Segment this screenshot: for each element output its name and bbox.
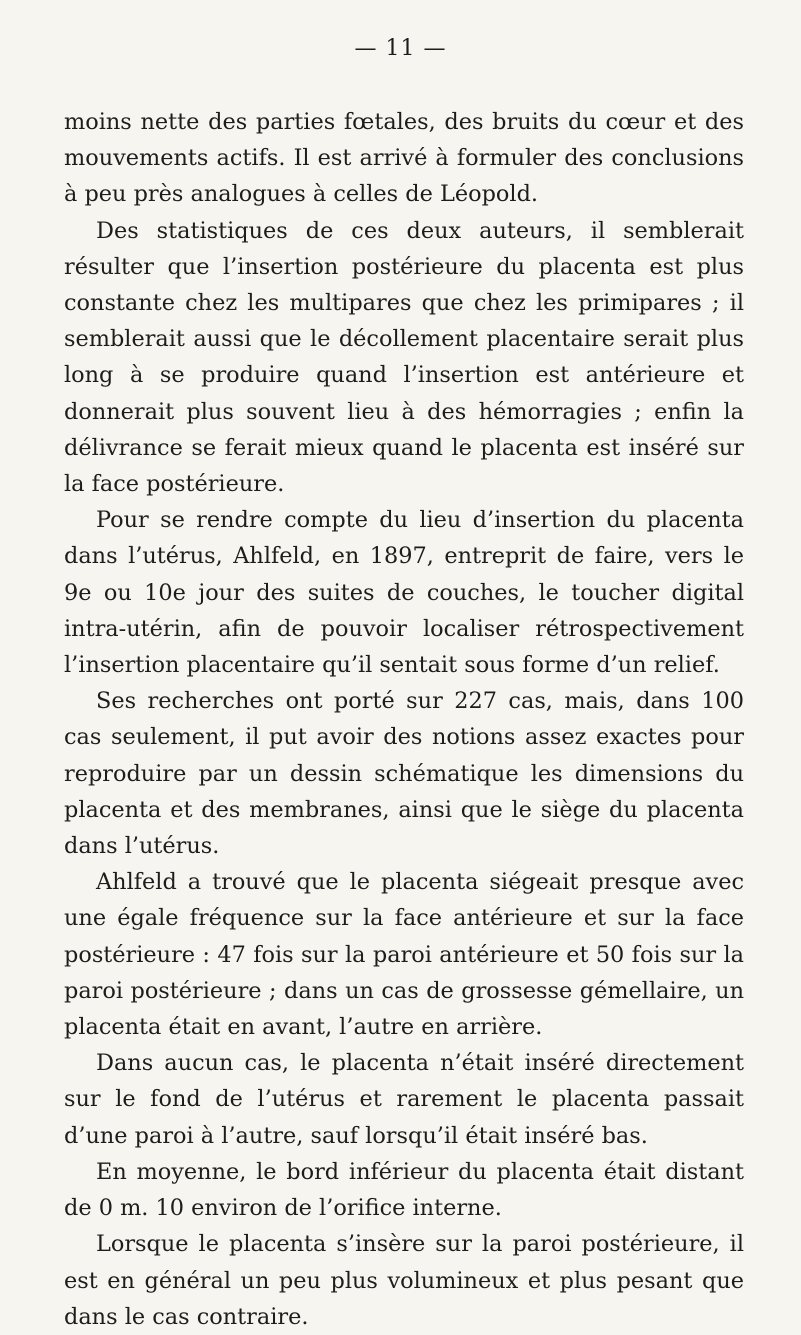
paragraph: Lorsque le placenta s’insère sur la paroi postérieure, il est en général un peu plus volumineux et plus pesant que dans le cas contraire.: [64, 1231, 744, 1330]
paragraph: Pour se rendre compte du lieu d’insertion du placenta dans l’utérus, Ahlfeld, en 1897, entreprit de faire, vers le 9e ou 10e jour des suites de couches, le toucher digital intra-utérin, afin de pouvoir localiser rétrospectivement l’insertion placentaire qu’il sentait sous forme d’un relief.: [64, 507, 744, 679]
paragraph: moins nette des parties fœtales, des bruits du cœur et des mouvements actifs. Il est arrivé à formuler des conclusions à peu près analogues à celles de Léopold.: [64, 109, 744, 208]
paragraph: Ses recherches ont porté sur 227 cas, mais, dans 100 cas seulement, il put avoir des notions assez exactes pour reproduire par un dessin schématique les dimensions du placenta et des membranes, ainsi que le siège du placenta dans l’utérus.: [64, 688, 744, 860]
body-text: [64, 104, 744, 1335]
paragraph: En moyenne, le bord inférieur du placenta était distant de 0 m. 10 environ de l’orifice interne.: [64, 1158, 744, 1222]
paragraph: Des statistiques de ces deux auteurs, il semblerait résulter que l’insertion postérieure du placenta est plus constante chez les multipares que chez les primipares ; il semblerait aussi que le décollement placentaire serait plus long à se produire quand l’insertion est antérieure et donnerait plus souvent lieu à des hémorragies ; enfin la délivrance se ferait mieux quand le placenta est inséré sur la face postérieure.: [64, 217, 744, 498]
page-number: — 11 —: [354, 36, 447, 61]
paragraph: Dans aucun cas, le placenta n’était inséré directement sur le fond de l’utérus et rarement le placenta passait d’une paroi à l’autre, sauf lorsqu’il était inséré bas.: [64, 1050, 744, 1149]
paragraph: Ahlfeld a trouvé que le placenta siégeait presque avec une égale fréquence sur la face antérieure et sur la face postérieure : 47 fois sur la paroi antérieure et 50 fois sur la paroi postérieure ; dans un cas de grossesse gémellaire, un placenta était en avant, l’autre en arrière.: [64, 869, 744, 1041]
